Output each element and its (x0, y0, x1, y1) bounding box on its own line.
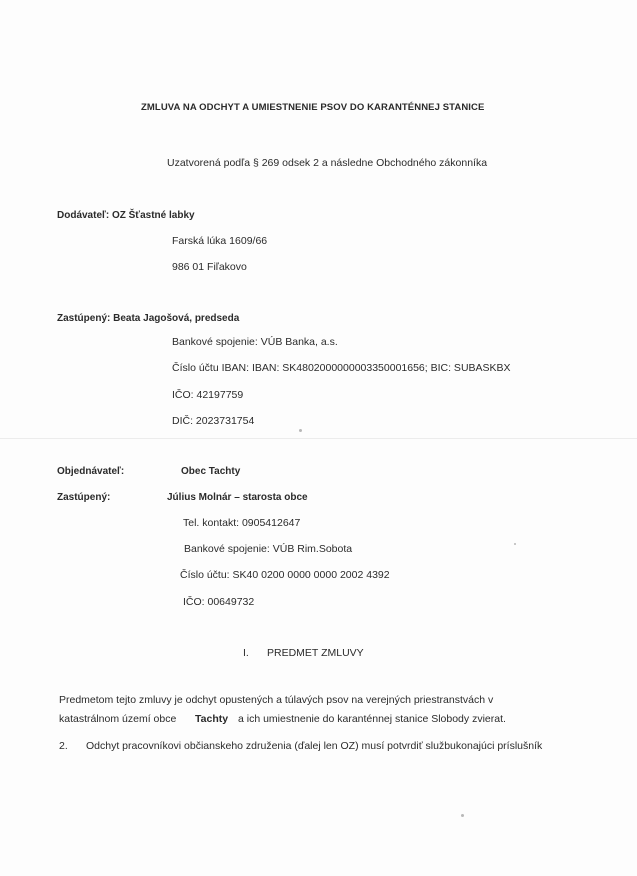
supplier-bank: Bankové spojenie: VÚB Banka, a.s. (172, 336, 338, 348)
customer-representative-label: Zastúpený: (57, 492, 111, 503)
section-number: I. (243, 647, 249, 659)
supplier-label: Dodávateľ: OZ Šťastné labky (57, 210, 195, 221)
customer-label: Objednávateľ: (57, 466, 125, 477)
paragraph-1-municipality: Tachty (195, 713, 229, 725)
contract-title: ZMLUVA NA ODCHYT A UMIESTNENIE PSOV DO KARANTÉNNEJ STANICE (141, 102, 485, 113)
supplier-address-city: 986 01 Fiľakovo (172, 261, 247, 273)
item-2-number: 2. (59, 740, 68, 752)
paragraph-1-line-2-start: katastrálnom území obce (59, 713, 177, 725)
scan-artifact (0, 438, 637, 439)
paragraph-1-line-1: Predmetom tejto zmluvy je odchyt opustených a túlavých psov na verejných priestranstvách v (59, 694, 494, 706)
section-heading: PREDMET ZMLUVY (267, 647, 364, 659)
supplier-representative: Zastúpený: Beata Jagošová, predseda (57, 313, 240, 324)
item-2-text: Odchyt pracovníkovi občianskeho združenia (ďalej len OZ) musí potvrdiť službukonajúci príslušník (86, 740, 543, 752)
customer-representative-name: Július Molnár – starosta obce (167, 492, 308, 503)
supplier-iban: Číslo účtu IBAN: IBAN: SK4802000000003350001656; BIC: SUBASKBX (172, 362, 511, 374)
paragraph-1-line-2-end: a ich umiestnenie do karanténnej stanice Slobody zvierat. (238, 713, 506, 725)
scan-speck (514, 543, 516, 545)
scan-speck (299, 429, 302, 432)
scan-speck (461, 814, 464, 817)
supplier-ico: IČO: 42197759 (172, 389, 244, 401)
customer-phone: Tel. kontakt: 0905412647 (183, 517, 301, 529)
supplier-dic: DIČ: 2023731754 (172, 415, 255, 427)
customer-bank: Bankové spojenie: VÚB Rim.Sobota (184, 543, 353, 555)
customer-name: Obec Tachty (181, 466, 241, 477)
customer-account: Číslo účtu: SK40 0200 0000 0000 2002 4392 (180, 569, 390, 581)
contract-subtitle: Uzatvorená podľa § 269 odsek 2 a následne Obchodného zákonníka (167, 157, 488, 169)
customer-ico: IČO: 00649732 (183, 596, 255, 608)
supplier-address-street: Farská lúka 1609/66 (172, 235, 268, 247)
